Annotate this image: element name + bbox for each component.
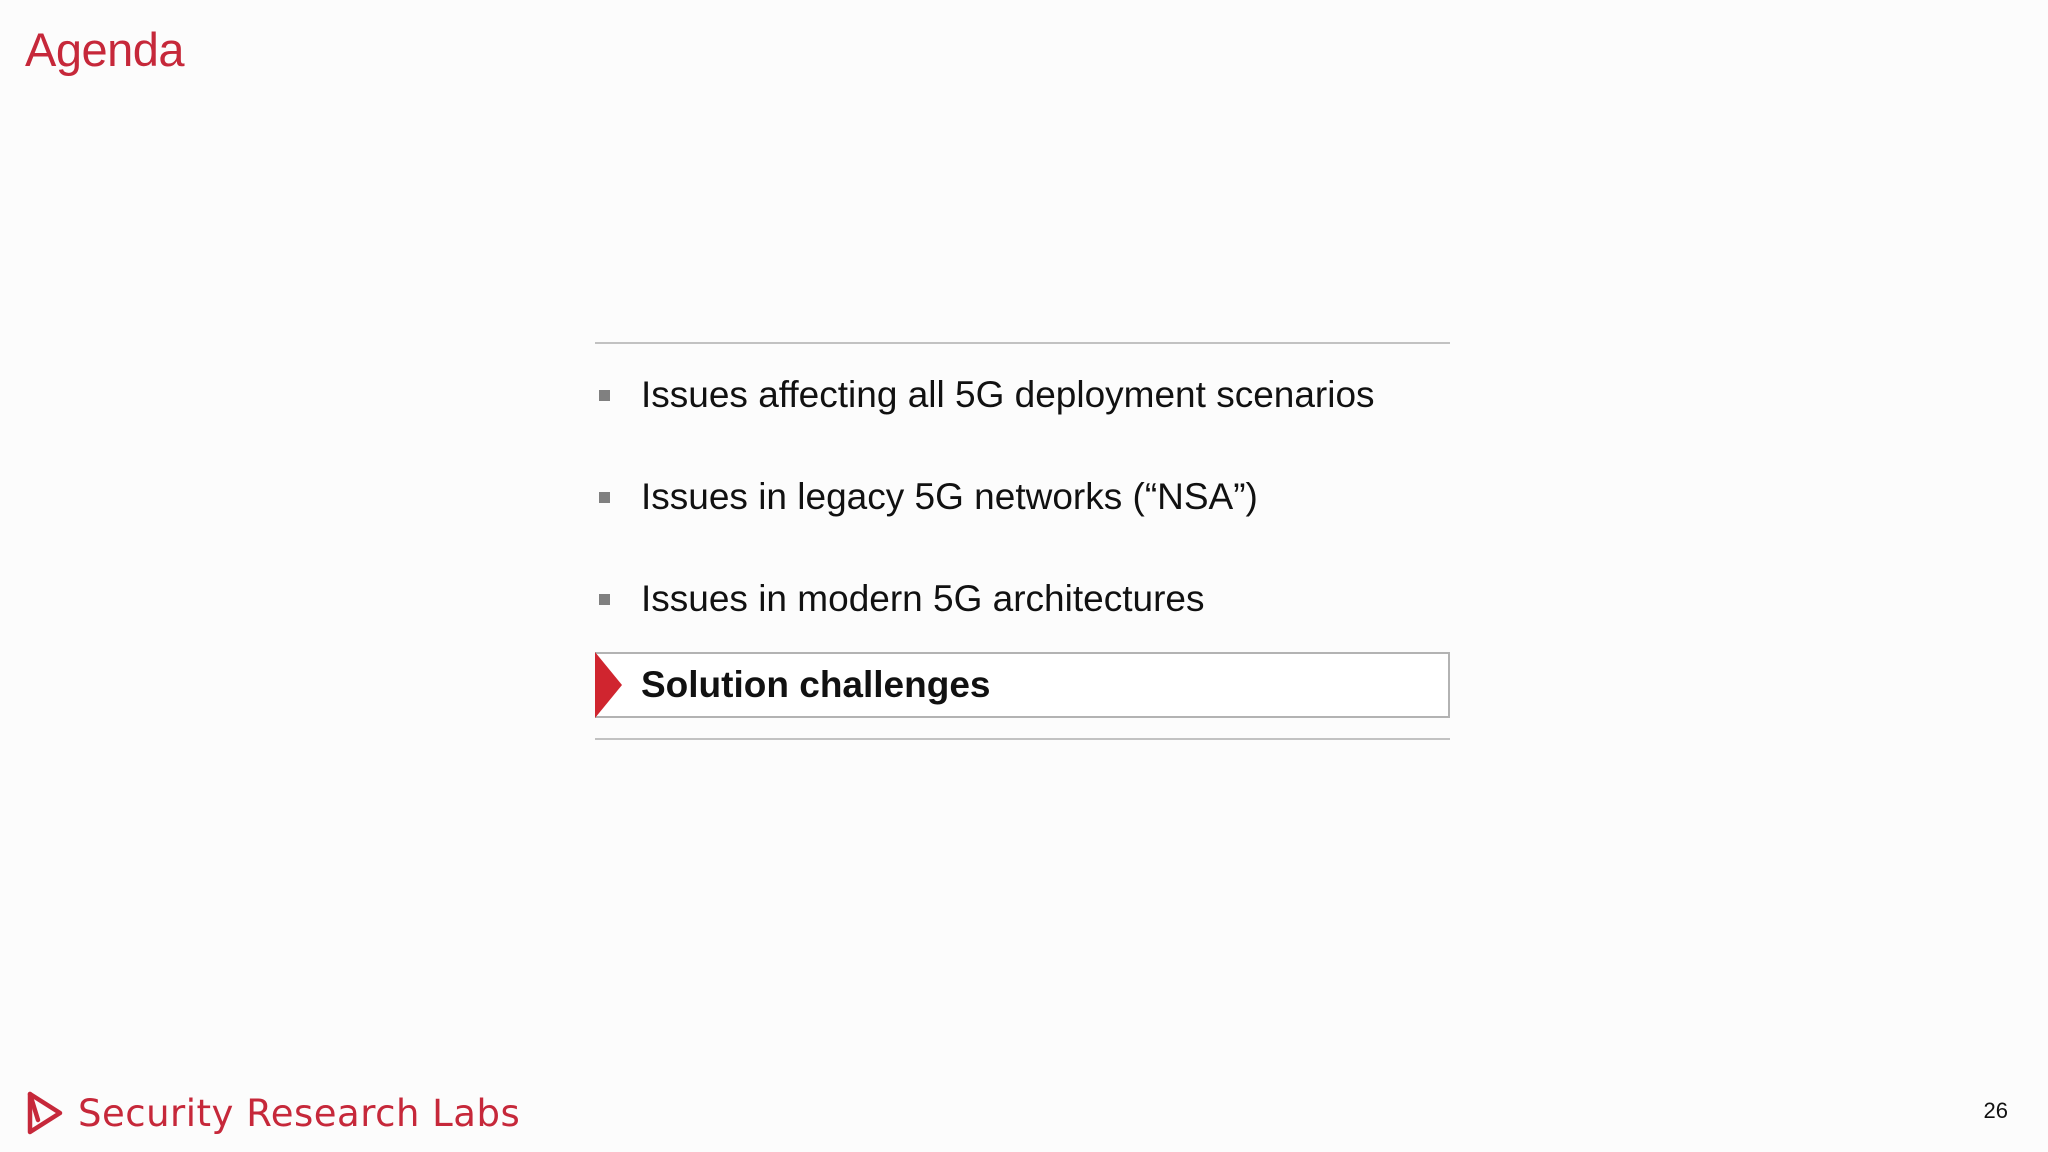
agenda-item (595, 446, 1450, 548)
agenda-item-label: Issues affecting all 5G deployment scenarios (641, 374, 1375, 415)
play-triangle-logo-icon (24, 1090, 64, 1136)
brand-name: Security Research Labs (78, 1091, 521, 1135)
square-bullet-icon (599, 390, 610, 401)
agenda-item (595, 344, 1450, 446)
brand-logo (24, 1090, 520, 1136)
square-bullet-icon (599, 492, 610, 503)
arrow-marker-icon (595, 652, 622, 718)
bottom-divider (595, 738, 1450, 740)
slide-title: Agenda (25, 23, 185, 76)
page-number: 26 (1983, 1098, 2008, 1123)
agenda-item-label: Solution challenges (641, 664, 991, 705)
agenda-list (595, 342, 1450, 740)
agenda-item-label: Issues in legacy 5G networks (“NSA”) (641, 476, 1258, 517)
agenda-item (595, 548, 1450, 650)
agenda-item-label: Issues in modern 5G architectures (641, 578, 1205, 619)
square-bullet-icon (599, 594, 610, 605)
agenda-item-active (595, 652, 1450, 718)
